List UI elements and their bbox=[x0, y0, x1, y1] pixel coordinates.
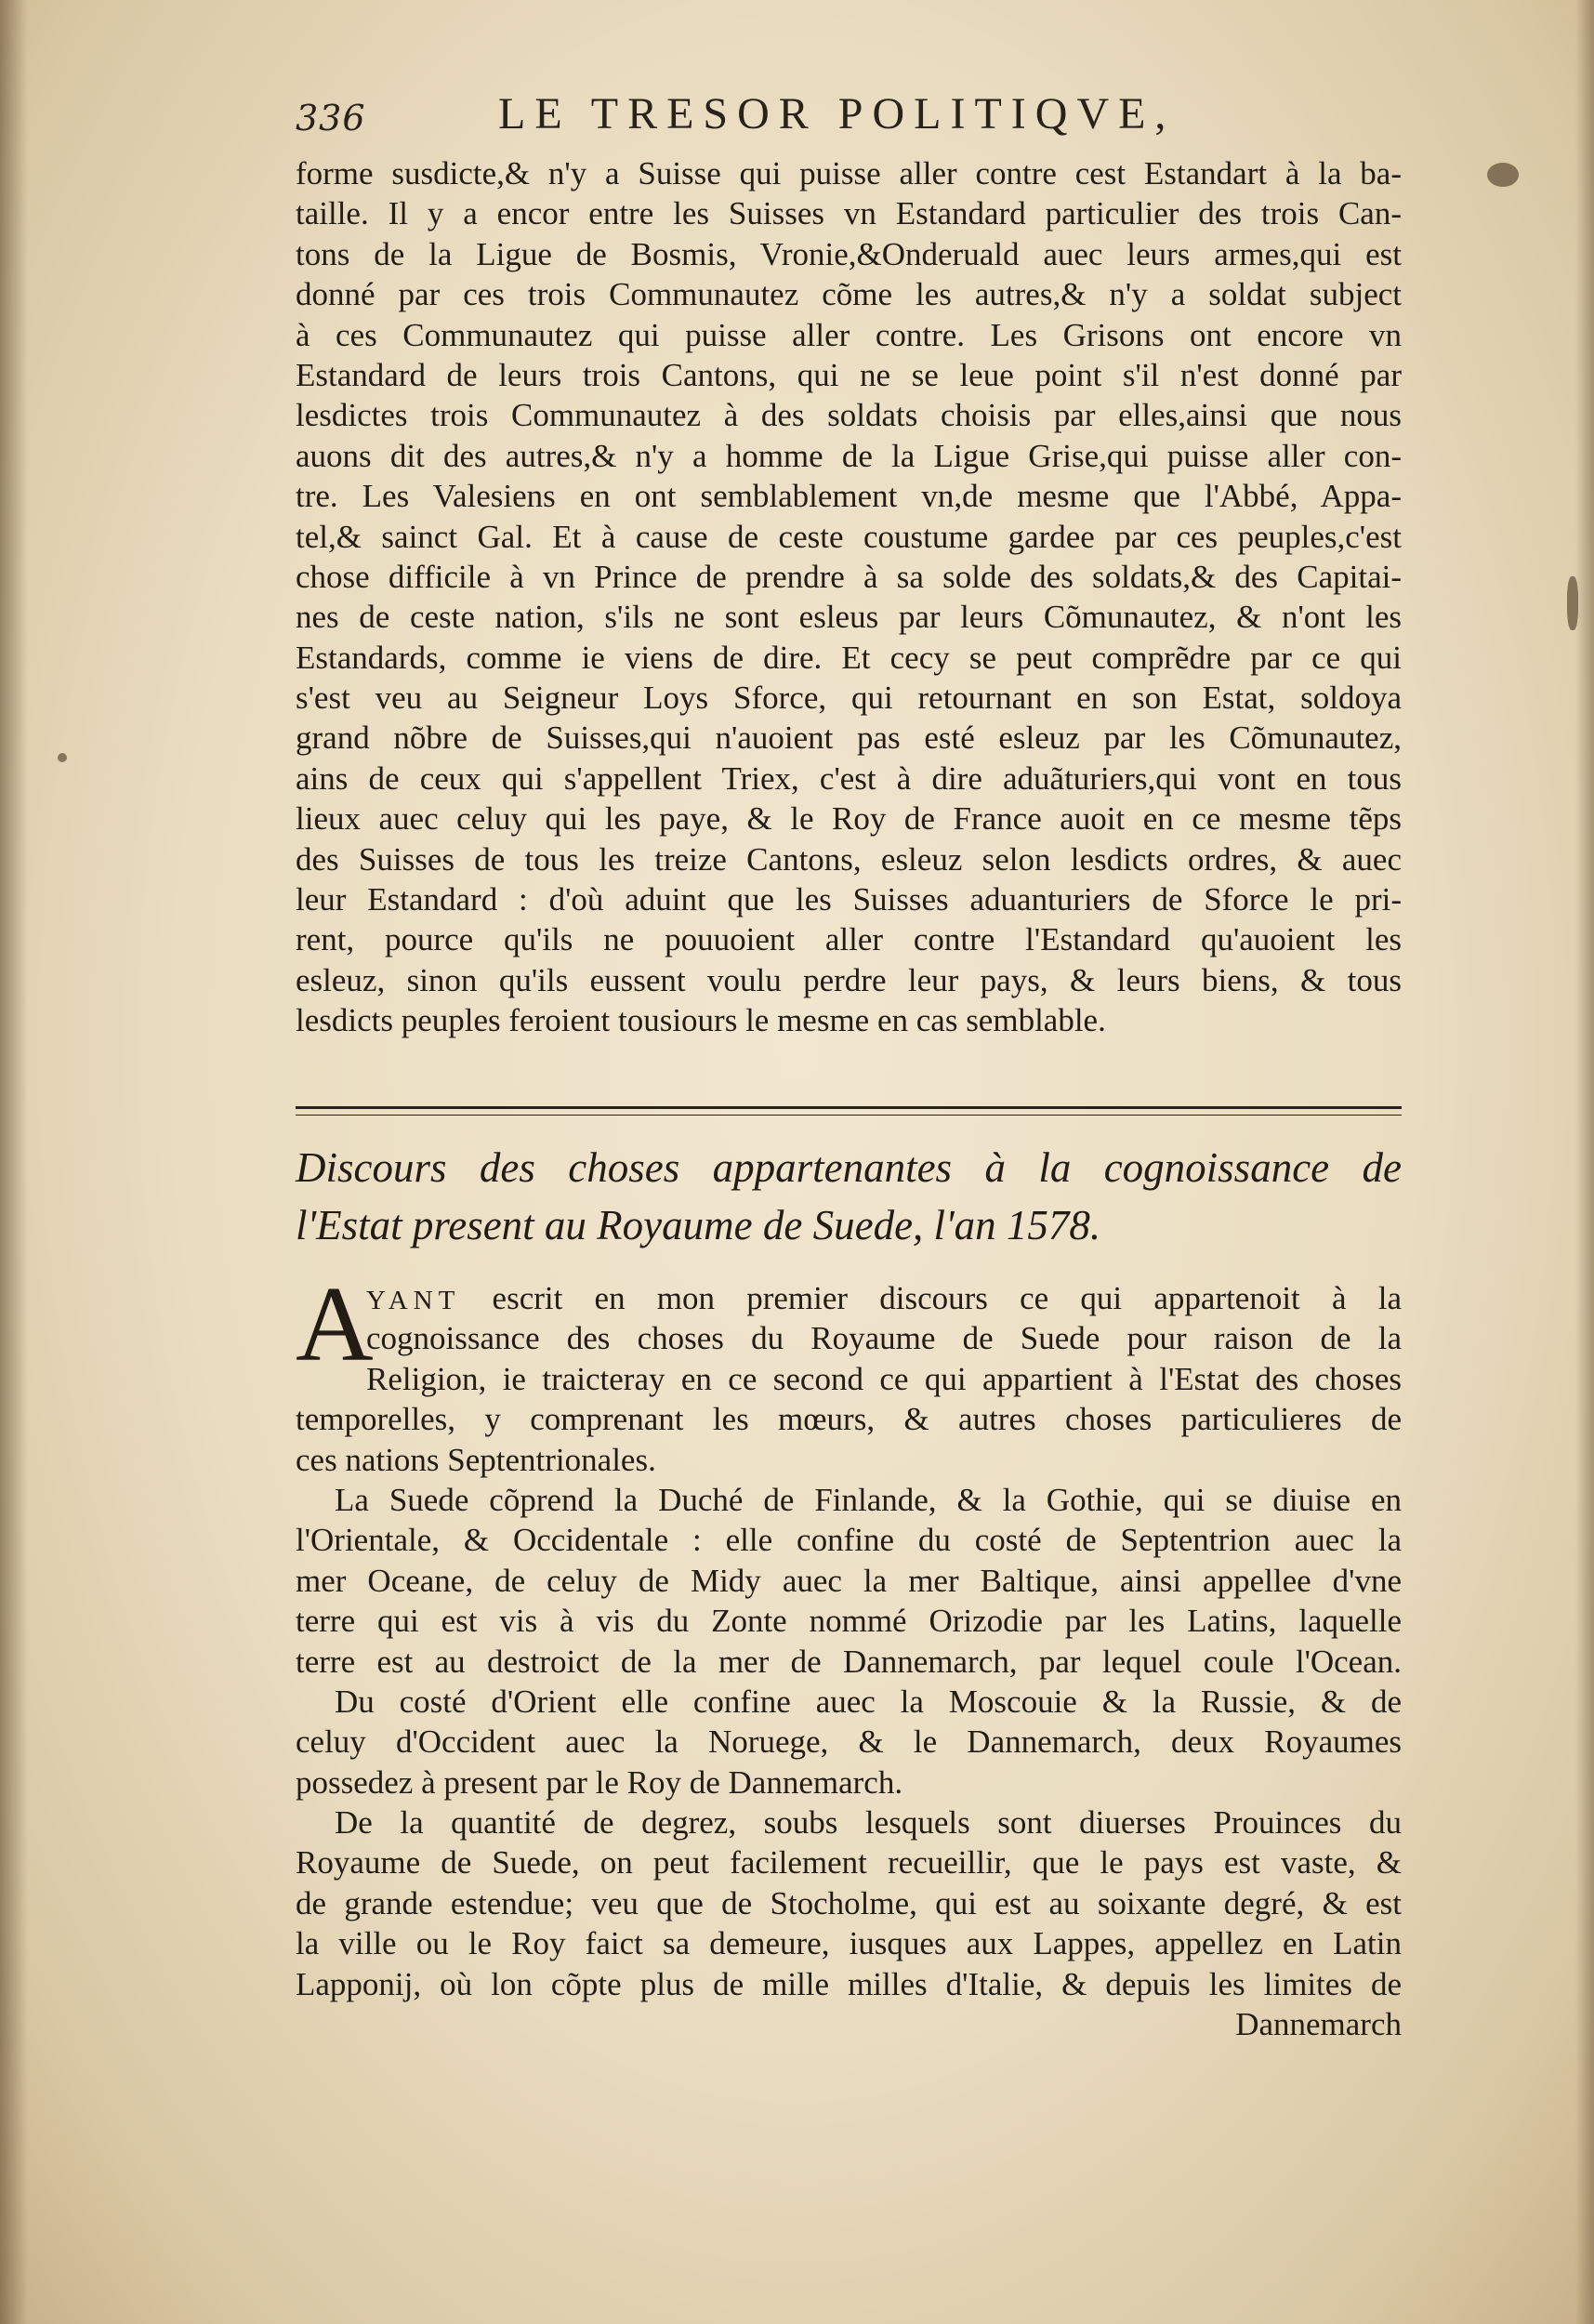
catchword: Dannemarch bbox=[1235, 2006, 1402, 2043]
text-line: donné par ces trois Communautez cõme les autres,& n'y a soldat subject bbox=[296, 276, 1402, 313]
text-line: de grande estendue; veu que de Stocholme, qui est au soixante degré, & est bbox=[296, 1884, 1402, 1921]
heading-line: l'Estat present au Royaume de Suede, l'an 1578. bbox=[296, 1202, 1101, 1248]
text-line: grand nõbre de Suisses,qui n'auoient pas esté esleuz par les Cõmunautez, bbox=[296, 720, 1402, 757]
text-line: terre est au destroict de la mer de Dannemarch, par lequel coule l'Ocean. bbox=[296, 1643, 1402, 1680]
section-1-text bbox=[296, 153, 1402, 1041]
drop-cap: A bbox=[296, 1265, 374, 1384]
text-line: des Suisses de tous les treize Cantons, esleuz selon lesdicts ordres, & auec bbox=[296, 840, 1402, 878]
text-line: forme susdicte,& n'y a Suisse qui puisse aller contre cest Estandart à la ba- bbox=[296, 155, 1402, 191]
text-line: tre. Les Valesiens en ont semblablement vn,de mesme que l'Abbé, Appa- bbox=[296, 478, 1402, 515]
section-heading bbox=[296, 1139, 1402, 1254]
text-line: possedez à present par le Roy de Dannemarch. bbox=[296, 1763, 903, 1801]
text-line: Lapponij, où lon cõpte plus de mille milles d'Italie, & depuis les limites de bbox=[296, 1965, 1402, 2002]
page-number: 336 bbox=[296, 98, 366, 139]
text-line: La Suede cõprend la Duché de Finlande, & la Gothie, qui se diuise en bbox=[335, 1481, 1402, 1518]
section-divider-rule bbox=[296, 1106, 1402, 1116]
text-line bbox=[366, 1278, 1402, 1318]
page-header bbox=[296, 88, 1402, 144]
text-line: lieux auec celuy qui les paye, & le Roy de France auoit en ce mesme tẽps bbox=[296, 800, 1402, 838]
page-edge-shadow bbox=[1575, 0, 1594, 2324]
text-line: leur Estandard : d'où aduint que les Suisses aduanturiers de Sforce le pri- bbox=[296, 881, 1402, 918]
text-line: nes de ceste nation, s'ils ne sont esleus par leurs Cõmunautez, & n'ont les bbox=[296, 599, 1402, 636]
text-line: à ces Communautez qui puisse aller contre. Les Grisons ont encore vn bbox=[296, 316, 1402, 353]
text-line: auons dit des autres,& n'y a homme de la Ligue Grise,qui puisse aller con- bbox=[296, 437, 1402, 474]
text-line: la ville ou le Roy faict sa demeure, iusques aux Lappes, appellez en Latin bbox=[296, 1925, 1402, 1962]
text-line: Estandard de leurs trois Cantons, qui ne se leue point s'il n'est donné par bbox=[296, 356, 1402, 393]
running-head: LE TRESOR POLITIQVE, bbox=[498, 89, 1176, 139]
text-line: esleuz, sinon qu'ils eussent voulu perdre leur pays, & leurs biens, & tous bbox=[296, 961, 1402, 998]
text-line: Estandards, comme ie viens de dire. Et cecy se peut comprẽdre par ce qui bbox=[296, 639, 1402, 676]
text-line: De la quantité de degrez, soubs lesquels sont diuerses Prouinces du bbox=[335, 1804, 1402, 1842]
text-fragment: escrit en mon premier discours ce qui appartenoit à la bbox=[460, 1280, 1402, 1316]
page-gutter-shadow bbox=[0, 0, 28, 2324]
text-line: lesdictes trois Communautez à des soldats choisis par elles,ainsi que nous bbox=[296, 397, 1402, 434]
text-line: Royaume de Suede, on peut facilement recueillir, que le pays est vaste, & bbox=[296, 1844, 1402, 1882]
ink-stain bbox=[1487, 163, 1519, 187]
text-line: tons de la Ligue de Bosmis, Vronie,&Onderuald auec leurs armes,qui est bbox=[296, 235, 1402, 272]
heading-line: Discours des choses appartenantes à la cognoissance de bbox=[296, 1144, 1402, 1191]
text-line: mer Oceane, de celuy de Midy auec la mer Baltique, ainsi appellee d'vne bbox=[296, 1562, 1402, 1599]
ink-stain bbox=[58, 753, 67, 762]
text-line: l'Orientale, & Occidentale : elle confine du costé de Septentrion auec la bbox=[296, 1522, 1402, 1559]
text-line: Du costé d'Orient elle confine auec la Moscouie & la Russie, & de bbox=[335, 1683, 1402, 1720]
section-2-text bbox=[296, 1265, 1402, 2044]
text-line: rent, pource qu'ils ne pouuoient aller contre l'Estandard qu'auoient les bbox=[296, 921, 1402, 958]
ink-stain bbox=[1567, 576, 1578, 630]
text-line: chose difficile à vn Prince de prendre à sa solde des soldats,& des Capitai- bbox=[296, 558, 1402, 595]
text-line: taille. Il y a encor entre les Suisses vn Estandard particulier des trois Can- bbox=[296, 195, 1402, 232]
text-line: tel,& sainct Gal. Et à cause de ceste coustume gardee par ces peuples,c'est bbox=[296, 518, 1402, 555]
text-line: ces nations Septentrionales. bbox=[296, 1441, 656, 1478]
small-caps-word: YANT bbox=[366, 1286, 461, 1315]
text-line: ains de ceux qui s'appellent Triex, c'est à dire aduãturiers,qui vont en tous bbox=[296, 759, 1402, 797]
text-line: celuy d'Occident auec la Noruege, & le Dannemarch, deux Royaumes bbox=[296, 1723, 1402, 1761]
text-line: s'est veu au Seigneur Loys Sforce, qui retournant en son Estat, soldoya bbox=[296, 680, 1402, 717]
text-line: terre qui est vis à vis du Zonte nommé Orizodie par les Latins, laquelle bbox=[296, 1603, 1402, 1640]
text-line: cognoissance des choses du Royaume de Suede pour raison de la bbox=[366, 1320, 1402, 1357]
text-line: lesdicts peuples feroient tousiours le mesme en cas semblable. bbox=[296, 1002, 1106, 1039]
text-line: Religion, ie traicteray en ce second ce qui appartient à l'Estat des choses bbox=[366, 1360, 1402, 1397]
text-line: temporelles, y comprenant les mœurs, & autres choses particulieres de bbox=[296, 1401, 1402, 1438]
